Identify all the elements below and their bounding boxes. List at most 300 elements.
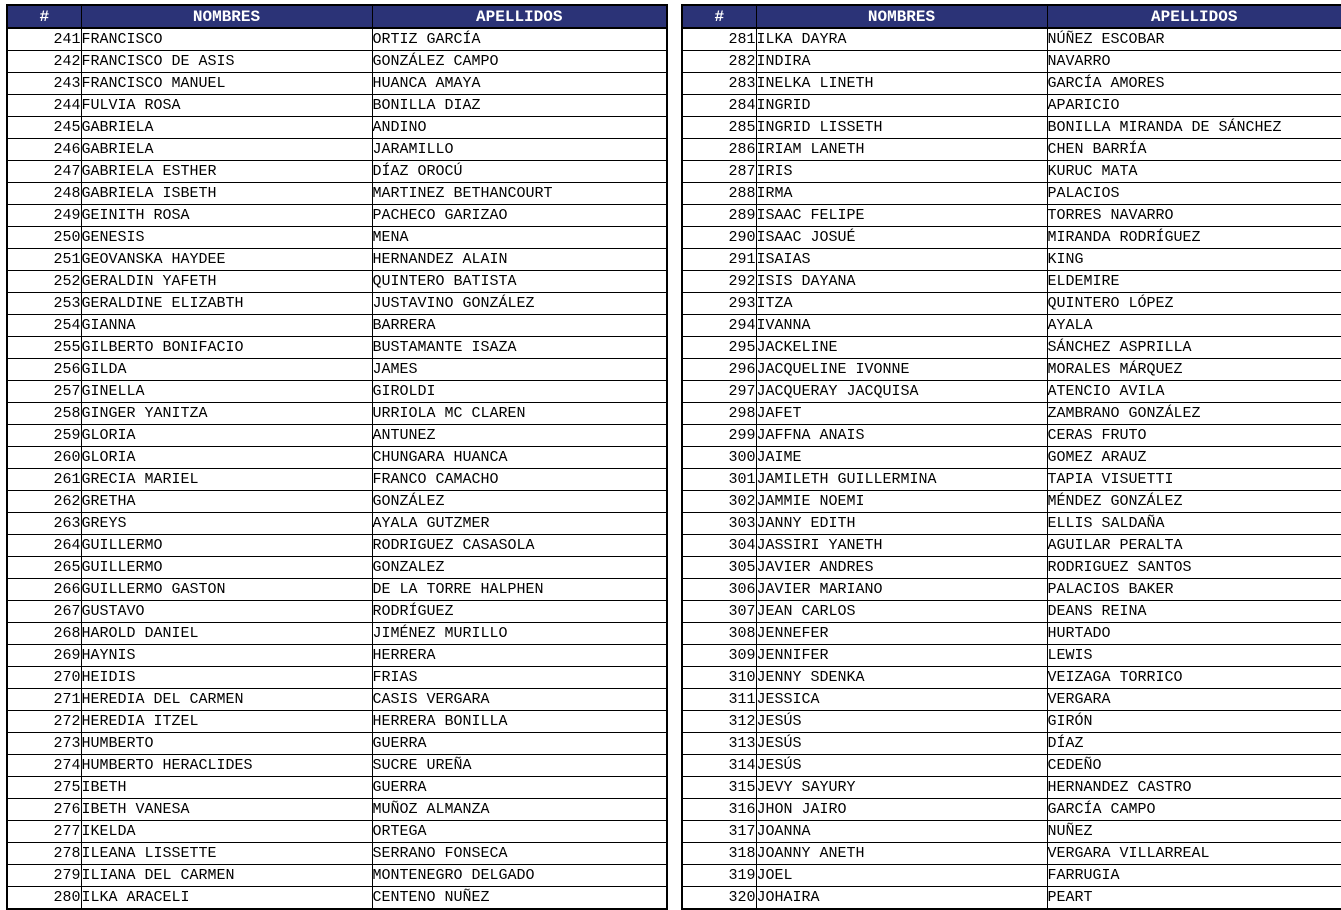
last-name: MORALES MÁRQUEZ xyxy=(1047,359,1341,381)
row-number: 311 xyxy=(682,689,756,711)
last-name: CHUNGARA HUANCA xyxy=(372,447,667,469)
last-name: TORRES NAVARRO xyxy=(1047,205,1341,227)
table-body-right xyxy=(682,28,1341,909)
last-name: APARICIO xyxy=(1047,95,1341,117)
last-name: GONZÁLEZ CAMPO xyxy=(372,51,667,73)
table-row xyxy=(682,799,1341,821)
first-name: GLORIA xyxy=(81,425,372,447)
first-name: GINELLA xyxy=(81,381,372,403)
column-header-number: # xyxy=(7,5,81,28)
row-number: 320 xyxy=(682,887,756,910)
row-number: 312 xyxy=(682,711,756,733)
last-name: MARTINEZ BETHANCOURT xyxy=(372,183,667,205)
last-name: DÍAZ OROCÚ xyxy=(372,161,667,183)
first-name: JENNY SDENKA xyxy=(756,667,1047,689)
row-number: 307 xyxy=(682,601,756,623)
first-name: FRANCISCO DE ASIS xyxy=(81,51,372,73)
column-header-nombres: NOMBRES xyxy=(81,5,372,28)
row-number: 293 xyxy=(682,293,756,315)
first-name: JACKELINE xyxy=(756,337,1047,359)
last-name: MUÑOZ ALMANZA xyxy=(372,799,667,821)
row-number: 267 xyxy=(7,601,81,623)
table-row xyxy=(7,843,667,865)
first-name: JAMILETH GUILLERMINA xyxy=(756,469,1047,491)
last-name: PALACIOS xyxy=(1047,183,1341,205)
table-row xyxy=(682,623,1341,645)
last-name: JIMÉNEZ MURILLO xyxy=(372,623,667,645)
table-row xyxy=(682,667,1341,689)
row-number: 294 xyxy=(682,315,756,337)
row-number: 251 xyxy=(7,249,81,271)
first-name: JESSICA xyxy=(756,689,1047,711)
table-row xyxy=(7,205,667,227)
table-row xyxy=(682,755,1341,777)
table-row xyxy=(7,293,667,315)
last-name: CHEN BARRÍA xyxy=(1047,139,1341,161)
row-number: 278 xyxy=(7,843,81,865)
table-row xyxy=(7,117,667,139)
table-row xyxy=(682,183,1341,205)
row-number: 246 xyxy=(7,139,81,161)
row-number: 243 xyxy=(7,73,81,95)
table-row xyxy=(682,601,1341,623)
first-name: JESÚS xyxy=(756,711,1047,733)
first-name: GINGER YANITZA xyxy=(81,403,372,425)
first-name: GLORIA xyxy=(81,447,372,469)
table-row xyxy=(7,447,667,469)
table-row xyxy=(7,733,667,755)
row-number: 250 xyxy=(7,227,81,249)
row-number: 308 xyxy=(682,623,756,645)
last-name: SERRANO FONSECA xyxy=(372,843,667,865)
table-row xyxy=(682,139,1341,161)
table-row xyxy=(682,645,1341,667)
last-name: PEART xyxy=(1047,887,1341,910)
first-name: JAFET xyxy=(756,403,1047,425)
last-name: MIRANDA RODRÍGUEZ xyxy=(1047,227,1341,249)
table-row xyxy=(7,535,667,557)
last-name: AGUILAR PERALTA xyxy=(1047,535,1341,557)
row-number: 259 xyxy=(7,425,81,447)
first-name: JEVY SAYURY xyxy=(756,777,1047,799)
first-name: JOANNA xyxy=(756,821,1047,843)
row-number: 316 xyxy=(682,799,756,821)
row-number: 319 xyxy=(682,865,756,887)
last-name: URRIOLA MC CLAREN xyxy=(372,403,667,425)
row-number: 317 xyxy=(682,821,756,843)
last-name: SUCRE UREÑA xyxy=(372,755,667,777)
table-row xyxy=(7,403,667,425)
table-row xyxy=(682,733,1341,755)
row-number: 254 xyxy=(7,315,81,337)
row-number: 282 xyxy=(682,51,756,73)
last-name: LEWIS xyxy=(1047,645,1341,667)
first-name: JOHAIRA xyxy=(756,887,1047,910)
column-header-apellidos: APELLIDOS xyxy=(1047,5,1341,28)
row-number: 299 xyxy=(682,425,756,447)
table-row xyxy=(682,491,1341,513)
first-name: ISAAC FELIPE xyxy=(756,205,1047,227)
table-row xyxy=(682,381,1341,403)
row-number: 260 xyxy=(7,447,81,469)
last-name: JAMES xyxy=(372,359,667,381)
first-name: HAYNIS xyxy=(81,645,372,667)
last-name: MONTENEGRO DELGADO xyxy=(372,865,667,887)
last-name: QUINTERO LÓPEZ xyxy=(1047,293,1341,315)
row-number: 245 xyxy=(7,117,81,139)
table-row xyxy=(7,337,667,359)
last-name: SÁNCHEZ ASPRILLA xyxy=(1047,337,1341,359)
row-number: 290 xyxy=(682,227,756,249)
table-row xyxy=(682,161,1341,183)
row-number: 289 xyxy=(682,205,756,227)
last-name: VEIZAGA TORRICO xyxy=(1047,667,1341,689)
row-number: 281 xyxy=(682,28,756,51)
table-header-left xyxy=(7,5,667,28)
row-number: 306 xyxy=(682,579,756,601)
row-number: 268 xyxy=(7,623,81,645)
table-row xyxy=(682,337,1341,359)
table-row xyxy=(7,469,667,491)
row-number: 248 xyxy=(7,183,81,205)
first-name: JAVIER MARIANO xyxy=(756,579,1047,601)
last-name: HUANCA AMAYA xyxy=(372,73,667,95)
first-name: HEIDIS xyxy=(81,667,372,689)
first-name: IKELDA xyxy=(81,821,372,843)
table-row xyxy=(7,601,667,623)
table-row xyxy=(682,73,1341,95)
table-row xyxy=(682,447,1341,469)
first-name: GABRIELA ISBETH xyxy=(81,183,372,205)
last-name: RODRIGUEZ SANTOS xyxy=(1047,557,1341,579)
first-name: GILDA xyxy=(81,359,372,381)
last-name: FRIAS xyxy=(372,667,667,689)
row-number: 291 xyxy=(682,249,756,271)
table-row xyxy=(682,359,1341,381)
row-number: 271 xyxy=(7,689,81,711)
table-row xyxy=(7,95,667,117)
last-name: GARCÍA CAMPO xyxy=(1047,799,1341,821)
column-header-nombres: NOMBRES xyxy=(756,5,1047,28)
table-row xyxy=(682,227,1341,249)
row-number: 310 xyxy=(682,667,756,689)
first-name: HEREDIA DEL CARMEN xyxy=(81,689,372,711)
table-row xyxy=(7,381,667,403)
last-name: GIRÓN xyxy=(1047,711,1341,733)
first-name: JASSIRI YANETH xyxy=(756,535,1047,557)
first-name: ILKA ARACELI xyxy=(81,887,372,910)
row-number: 262 xyxy=(7,491,81,513)
last-name: ORTIZ GARCÍA xyxy=(372,28,667,51)
table-row xyxy=(7,183,667,205)
last-name: HERRERA xyxy=(372,645,667,667)
table-row xyxy=(682,535,1341,557)
last-name: ELLIS SALDAÑA xyxy=(1047,513,1341,535)
row-number: 257 xyxy=(7,381,81,403)
table-row xyxy=(682,117,1341,139)
last-name: GARCÍA AMORES xyxy=(1047,73,1341,95)
row-number: 277 xyxy=(7,821,81,843)
row-number: 276 xyxy=(7,799,81,821)
table-row xyxy=(682,28,1341,51)
first-name: GEOVANSKA HAYDEE xyxy=(81,249,372,271)
table-row xyxy=(682,425,1341,447)
table-row xyxy=(682,271,1341,293)
row-number: 247 xyxy=(7,161,81,183)
last-name: PACHECO GARIZAO xyxy=(372,205,667,227)
first-name: GABRIELA ESTHER xyxy=(81,161,372,183)
first-name: GUILLERMO GASTON xyxy=(81,579,372,601)
first-name: JESÚS xyxy=(756,755,1047,777)
table-row xyxy=(7,711,667,733)
row-number: 286 xyxy=(682,139,756,161)
table-row xyxy=(682,249,1341,271)
table-row xyxy=(7,579,667,601)
last-name: VERGARA VILLARREAL xyxy=(1047,843,1341,865)
row-number: 272 xyxy=(7,711,81,733)
first-name: ILEANA LISSETTE xyxy=(81,843,372,865)
last-name: BARRERA xyxy=(372,315,667,337)
row-number: 266 xyxy=(7,579,81,601)
column-header-number: # xyxy=(682,5,756,28)
table-row xyxy=(7,249,667,271)
header-row xyxy=(7,5,667,28)
row-number: 244 xyxy=(7,95,81,117)
table-row xyxy=(682,689,1341,711)
row-number: 263 xyxy=(7,513,81,535)
first-name: FULVIA ROSA xyxy=(81,95,372,117)
last-name: TAPIA VISUETTI xyxy=(1047,469,1341,491)
last-name: MÉNDEZ GONZÁLEZ xyxy=(1047,491,1341,513)
table-row xyxy=(7,865,667,887)
row-number: 285 xyxy=(682,117,756,139)
table-row xyxy=(7,161,667,183)
first-name: IRIS xyxy=(756,161,1047,183)
first-name: JHON JAIRO xyxy=(756,799,1047,821)
first-name: INGRID LISSETH xyxy=(756,117,1047,139)
first-name: JENNEFER xyxy=(756,623,1047,645)
last-name: DÍAZ xyxy=(1047,733,1341,755)
last-name: CENTENO NUÑEZ xyxy=(372,887,667,910)
row-number: 298 xyxy=(682,403,756,425)
last-name: GUERRA xyxy=(372,733,667,755)
table-row xyxy=(7,315,667,337)
row-number: 252 xyxy=(7,271,81,293)
first-name: GREYS xyxy=(81,513,372,535)
row-number: 314 xyxy=(682,755,756,777)
first-name: JAIME xyxy=(756,447,1047,469)
last-name: HERRERA BONILLA xyxy=(372,711,667,733)
first-name: IRMA xyxy=(756,183,1047,205)
last-name: FRANCO CAMACHO xyxy=(372,469,667,491)
first-name: GERALDIN YAFETH xyxy=(81,271,372,293)
first-name: JESÚS xyxy=(756,733,1047,755)
table-row xyxy=(7,28,667,51)
table-row xyxy=(682,51,1341,73)
row-number: 305 xyxy=(682,557,756,579)
last-name: PALACIOS BAKER xyxy=(1047,579,1341,601)
roster-table-left xyxy=(6,4,668,910)
table-row xyxy=(682,557,1341,579)
row-number: 270 xyxy=(7,667,81,689)
first-name: JACQUELINE IVONNE xyxy=(756,359,1047,381)
last-name: KURUC MATA xyxy=(1047,161,1341,183)
table-row xyxy=(682,95,1341,117)
first-name: HEREDIA ITZEL xyxy=(81,711,372,733)
table-row xyxy=(682,469,1341,491)
last-name: HURTADO xyxy=(1047,623,1341,645)
table-header-right xyxy=(682,5,1341,28)
roster-table-right xyxy=(681,4,1341,910)
last-name: GIROLDI xyxy=(372,381,667,403)
first-name: JAFFNA ANAIS xyxy=(756,425,1047,447)
row-number: 303 xyxy=(682,513,756,535)
table-row xyxy=(7,887,667,910)
table-row xyxy=(7,271,667,293)
last-name: NAVARRO xyxy=(1047,51,1341,73)
first-name: JANNY EDITH xyxy=(756,513,1047,535)
row-number: 249 xyxy=(7,205,81,227)
row-number: 313 xyxy=(682,733,756,755)
row-number: 318 xyxy=(682,843,756,865)
first-name: GABRIELA xyxy=(81,117,372,139)
last-name: CEDEÑO xyxy=(1047,755,1341,777)
row-number: 283 xyxy=(682,73,756,95)
last-name: QUINTERO BATISTA xyxy=(372,271,667,293)
row-number: 292 xyxy=(682,271,756,293)
last-name: BONILLA DIAZ xyxy=(372,95,667,117)
first-name: JAVIER ANDRES xyxy=(756,557,1047,579)
row-number: 264 xyxy=(7,535,81,557)
last-name: VERGARA xyxy=(1047,689,1341,711)
table-row xyxy=(7,359,667,381)
table-row xyxy=(682,711,1341,733)
first-name: ILKA DAYRA xyxy=(756,28,1047,51)
row-number: 275 xyxy=(7,777,81,799)
row-number: 253 xyxy=(7,293,81,315)
first-name: ISAAC JOSUÉ xyxy=(756,227,1047,249)
last-name: AYALA GUTZMER xyxy=(372,513,667,535)
last-name: ANDINO xyxy=(372,117,667,139)
last-name: CASIS VERGARA xyxy=(372,689,667,711)
table-row xyxy=(7,667,667,689)
last-name: ZAMBRANO GONZÁLEZ xyxy=(1047,403,1341,425)
table-row xyxy=(7,689,667,711)
row-number: 242 xyxy=(7,51,81,73)
first-name: FRANCISCO xyxy=(81,28,372,51)
row-number: 256 xyxy=(7,359,81,381)
table-row xyxy=(7,755,667,777)
first-name: HAROLD DANIEL xyxy=(81,623,372,645)
column-header-apellidos: APELLIDOS xyxy=(372,5,667,28)
table-row xyxy=(682,205,1341,227)
last-name: KING xyxy=(1047,249,1341,271)
first-name: IBETH xyxy=(81,777,372,799)
table-row xyxy=(682,579,1341,601)
table-row xyxy=(7,227,667,249)
first-name: GENESIS xyxy=(81,227,372,249)
last-name: GONZALEZ xyxy=(372,557,667,579)
last-name: ANTUNEZ xyxy=(372,425,667,447)
table-row xyxy=(682,513,1341,535)
first-name: GIANNA xyxy=(81,315,372,337)
table-row xyxy=(7,623,667,645)
table-row xyxy=(682,777,1341,799)
first-name: JOEL xyxy=(756,865,1047,887)
table-row xyxy=(7,513,667,535)
table-row xyxy=(7,491,667,513)
last-name: ORTEGA xyxy=(372,821,667,843)
first-name: GRETHA xyxy=(81,491,372,513)
last-name: RODRIGUEZ CASASOLA xyxy=(372,535,667,557)
row-number: 296 xyxy=(682,359,756,381)
last-name: MENA xyxy=(372,227,667,249)
last-name: GOMEZ ARAUZ xyxy=(1047,447,1341,469)
table-row xyxy=(682,293,1341,315)
last-name: ATENCIO AVILA xyxy=(1047,381,1341,403)
last-name: CERAS FRUTO xyxy=(1047,425,1341,447)
first-name: IVANNA xyxy=(756,315,1047,337)
last-name: GONZÁLEZ xyxy=(372,491,667,513)
last-name: DEANS REINA xyxy=(1047,601,1341,623)
first-name: FRANCISCO MANUEL xyxy=(81,73,372,95)
table-row xyxy=(7,777,667,799)
first-name: INDIRA xyxy=(756,51,1047,73)
first-name: GEINITH ROSA xyxy=(81,205,372,227)
row-number: 295 xyxy=(682,337,756,359)
first-name: INGRID xyxy=(756,95,1047,117)
last-name: FARRUGIA xyxy=(1047,865,1341,887)
first-name: GERALDINE ELIZABTH xyxy=(81,293,372,315)
table-row xyxy=(682,843,1341,865)
table-body-left xyxy=(7,28,667,909)
first-name: ISAIAS xyxy=(756,249,1047,271)
row-number: 297 xyxy=(682,381,756,403)
last-name: HERNANDEZ ALAIN xyxy=(372,249,667,271)
last-name: BONILLA MIRANDA DE SÁNCHEZ xyxy=(1047,117,1341,139)
row-number: 265 xyxy=(7,557,81,579)
last-name: NÚÑEZ ESCOBAR xyxy=(1047,28,1341,51)
first-name: JAMMIE NOEMI xyxy=(756,491,1047,513)
first-name: JEAN CARLOS xyxy=(756,601,1047,623)
first-name: HUMBERTO xyxy=(81,733,372,755)
row-number: 269 xyxy=(7,645,81,667)
last-name: AYALA xyxy=(1047,315,1341,337)
row-number: 300 xyxy=(682,447,756,469)
first-name: GILBERTO BONIFACIO xyxy=(81,337,372,359)
first-name: ISIS DAYANA xyxy=(756,271,1047,293)
first-name: GUSTAVO xyxy=(81,601,372,623)
row-number: 284 xyxy=(682,95,756,117)
first-name: GABRIELA xyxy=(81,139,372,161)
row-number: 273 xyxy=(7,733,81,755)
table-row xyxy=(682,403,1341,425)
table-row xyxy=(7,73,667,95)
table-row xyxy=(7,425,667,447)
table-row xyxy=(682,821,1341,843)
table-row xyxy=(7,821,667,843)
row-number: 279 xyxy=(7,865,81,887)
header-row xyxy=(682,5,1341,28)
first-name: ITZA xyxy=(756,293,1047,315)
table-row xyxy=(7,799,667,821)
last-name: JUSTAVINO GONZÁLEZ xyxy=(372,293,667,315)
table-row xyxy=(7,557,667,579)
table-row xyxy=(7,51,667,73)
first-name: HUMBERTO HERACLIDES xyxy=(81,755,372,777)
row-number: 315 xyxy=(682,777,756,799)
last-name: ELDEMIRE xyxy=(1047,271,1341,293)
